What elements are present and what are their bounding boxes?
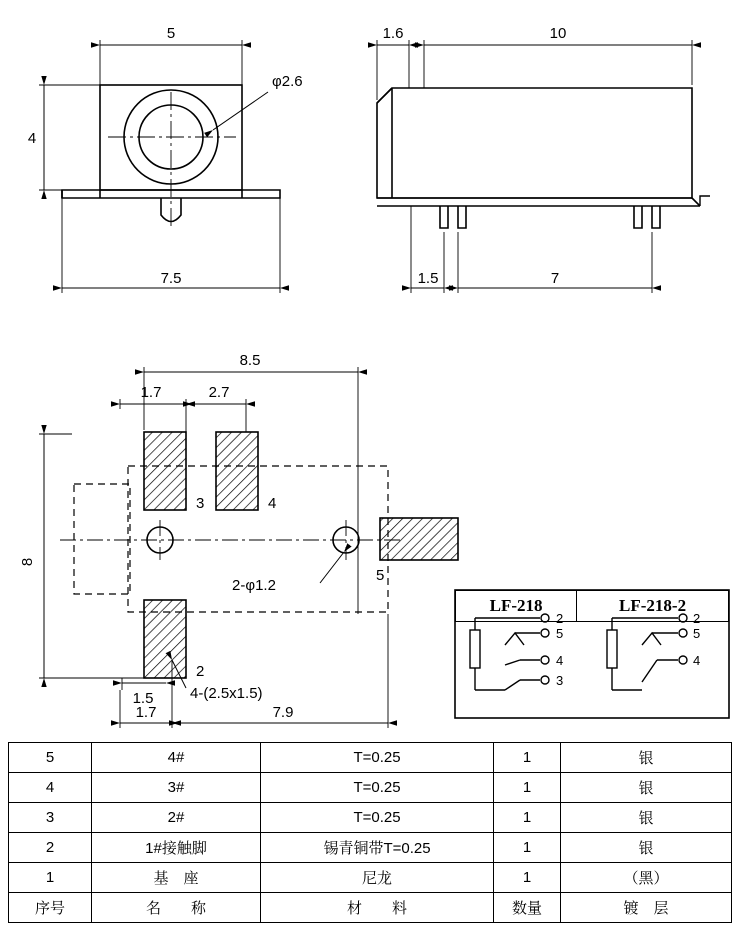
row5-qty: 1 — [494, 743, 561, 773]
legend-r-pin-5: 5 — [693, 626, 701, 641]
front-dim-height — [39, 85, 100, 190]
legend-header-lf218: LF-218 — [456, 591, 577, 622]
fp-dim-pad1 — [120, 399, 186, 432]
fp-dim-overall-label: 8.5 — [239, 352, 261, 369]
side-dim-left-label: 1.6 — [382, 25, 404, 42]
pad-3 — [144, 432, 186, 510]
header-name: 名 称 — [92, 893, 261, 923]
fp-dim-padgap — [192, 399, 246, 432]
legend-l-pin-2: 2 — [556, 611, 564, 626]
legend-header-lf218-2: LF-218-2 — [577, 591, 729, 622]
row1-material: 尼龙 — [261, 863, 494, 893]
fp-dim-pad1-label: 1.7 — [140, 384, 162, 401]
table-row — [9, 743, 732, 773]
fp-dim-padgap-label: 2.7 — [208, 384, 230, 401]
row5-material: T=0.25 — [261, 743, 494, 773]
row2-material: 锡青铜带T=0.25 — [261, 833, 494, 863]
side-dim-pinoffset-label: 1.5 — [417, 270, 439, 287]
parts-table — [8, 742, 732, 923]
row4-no: 4 — [9, 773, 92, 803]
fp-dim-height-label: 8 — [19, 557, 36, 567]
row3-material: T=0.25 — [261, 803, 494, 833]
side-view — [377, 88, 710, 228]
row3-name: 2# — [92, 803, 261, 833]
table-header-row — [9, 893, 732, 923]
fp-dim-bl1 — [122, 678, 166, 690]
side-dim-length — [424, 40, 692, 88]
row2-name: 1#接触脚 — [92, 833, 261, 863]
side-dim-left — [377, 40, 409, 100]
pad-2-number: 2 — [196, 663, 205, 680]
fp-dim-span-label: 7.9 — [272, 704, 294, 721]
front-dim-base-label: 7.5 — [160, 270, 182, 287]
row2-plating: 银 — [561, 833, 732, 863]
row2-qty: 1 — [494, 833, 561, 863]
table-row — [9, 833, 732, 863]
table-row — [9, 803, 732, 833]
row4-plating: 银 — [561, 773, 732, 803]
side-dim-length-label: 10 — [549, 25, 567, 42]
legend-r-pin-4: 4 — [693, 653, 701, 668]
legend-l-pin-5: 5 — [556, 626, 564, 641]
table-row — [9, 863, 732, 893]
row5-plating: 银 — [561, 743, 732, 773]
row2-no: 2 — [9, 833, 92, 863]
legend-l-pin-3: 3 — [556, 673, 564, 688]
table-row — [9, 773, 732, 803]
header-qty: 数量 — [494, 893, 561, 923]
header-material: 材 料 — [261, 893, 494, 923]
row1-plating: （黑） — [561, 863, 732, 893]
fp-pads-label: 4-(2.5x1.5) — [190, 685, 263, 702]
front-dim-width-label: 5 — [166, 25, 176, 42]
pad-5-number: 5 — [376, 567, 385, 584]
row5-no: 5 — [9, 743, 92, 773]
row4-qty: 1 — [494, 773, 561, 803]
fp-holes-label: 2-φ1.2 — [232, 577, 276, 594]
row3-plating: 银 — [561, 803, 732, 833]
legend-header-wrap — [455, 590, 729, 620]
row1-name: 基 座 — [92, 863, 261, 893]
pad-3-number: 3 — [196, 495, 205, 512]
pad-2 — [144, 600, 186, 678]
pad-4 — [216, 432, 258, 510]
fp-dim-bl2-label: 1.7 — [135, 704, 157, 721]
pad-4-number: 4 — [268, 495, 277, 512]
legend-header-table — [455, 590, 729, 622]
footprint-view — [60, 432, 458, 678]
row5-name: 4# — [92, 743, 261, 773]
front-dim-width — [100, 40, 242, 85]
legend-left-pin-2: 2 — [693, 611, 701, 626]
legend-l-pin-4: 4 — [556, 653, 564, 668]
front-hole-label: φ2.6 — [272, 73, 303, 90]
row1-qty: 1 — [494, 863, 561, 893]
row3-no: 3 — [9, 803, 92, 833]
pad-5 — [380, 518, 458, 560]
fp-holes-callout — [320, 552, 344, 583]
row1-no: 1 — [9, 863, 92, 893]
header-no: 序号 — [9, 893, 92, 923]
header-plating: 镀 层 — [561, 893, 732, 923]
row3-qty: 1 — [494, 803, 561, 833]
legend-schematics — [470, 614, 687, 690]
row4-material: T=0.25 — [261, 773, 494, 803]
row4-name: 3# — [92, 773, 261, 803]
front-dim-height-label: 4 — [27, 130, 37, 147]
fp-dim-bl1-label: 1.5 — [132, 690, 154, 707]
side-dim-pinspan-label: 7 — [550, 270, 560, 287]
front-hole-callout — [213, 92, 268, 130]
